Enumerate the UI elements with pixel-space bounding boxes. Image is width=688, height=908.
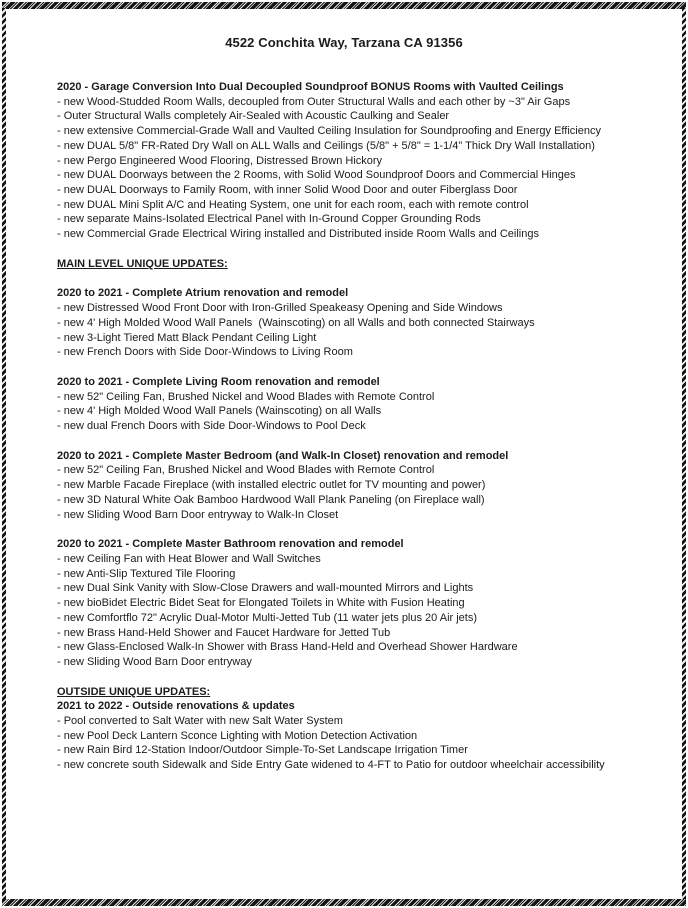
list-item: - new 4' High Molded Wood Wall Panels (Wainscoting) on all Walls and both connected Stairways — [57, 316, 535, 329]
property-address-title: 4522 Conchita Way, Tarzana CA 91356 — [225, 35, 463, 50]
list-item: - new Anti-Slip Textured Tile Flooring — [57, 567, 236, 580]
list-item: - new Wood-Studded Room Walls, decoupled from Outer Structural Walls and each other by ~3" Air Gaps — [57, 95, 571, 108]
list-item: - new separate Mains-Isolated Electrical Panel with In-Ground Copper Grounding Rods — [57, 213, 481, 226]
document-content — [0, 8, 688, 773]
section-block — [57, 699, 680, 773]
list-item: - new Sliding Wood Barn Door entryway to Walk-In Closet — [57, 508, 339, 521]
list-item: - new Ceiling Fan with Heat Blower and Wall Switches — [57, 552, 321, 565]
list-item: - new Brass Hand-Held Shower and Faucet Hardware for Jetted Tub — [57, 626, 391, 639]
list-item: - new extensive Commercial-Grade Wall and Vaulted Ceiling Insulation for Soundproofing and Energy Efficiency — [57, 125, 601, 138]
list-item: - new Comfortflo 72" Acrylic Dual-Motor Multi-Jetted Tub (11 water jets plus 20 Air jets) — [57, 611, 478, 624]
list-item: - new dual French Doors with Side Door-Windows to Pool Deck — [57, 420, 366, 433]
list-item: - new DUAL Mini Split A/C and Heating System, one unit for each room, each with remote control — [57, 198, 529, 211]
list-item: - new bioBidet Electric Bidet Seat for Elongated Toilets in White with Fusion Heating — [57, 597, 465, 610]
list-item: - new Sliding Wood Barn Door entryway — [57, 655, 252, 668]
section-block — [57, 375, 680, 434]
list-item: - new 3-Light Tiered Matt Black Pendant Ceiling Light — [57, 331, 317, 344]
section-block — [57, 537, 680, 669]
list-item: - Pool converted to Salt Water with new Salt Water System — [57, 715, 343, 728]
list-item: - new Distressed Wood Front Door with Iron-Grilled Speakeasy Opening and Side Windows — [57, 302, 503, 315]
list-item: - new Glass-Enclosed Walk-In Shower with Brass Hand-Held and Overhead Shower Hardware — [57, 641, 518, 654]
section-heading: 2020 to 2021 - Complete Living Room renovation and remodel — [57, 375, 380, 388]
section-heading: 2021 to 2022 - Outside renovations & updates — [57, 700, 295, 713]
list-item: - new Commercial Grade Electrical Wiring installed and Distributed inside Room Walls and Ceilings — [57, 228, 539, 241]
list-item: - new 4' High Molded Wood Wall Panels (Wainscoting) on all Walls — [57, 405, 382, 418]
list-item: - new French Doors with Side Door-Windows to Living Room — [57, 346, 353, 359]
list-item: - new Pergo Engineered Wood Flooring, Distressed Brown Hickory — [57, 154, 383, 167]
section-label: MAIN LEVEL UNIQUE UPDATES: — [57, 257, 228, 270]
list-item: - new DUAL 5/8" FR-Rated Dry Wall on ALL Walls and Ceilings (5/8" + 5/8" = 1-1/4" Thick Dry Wall Installation) — [57, 139, 595, 152]
list-item: - new concrete south Sidewalk and Side Entry Gate widened to 4-FT to Patio for outdoor wheelchair accessibility — [57, 759, 605, 772]
section-heading: 2020 to 2021 - Complete Master Bathroom renovation and remodel — [57, 538, 404, 551]
list-item: - new Rain Bird 12-Station Indoor/Outdoor Simple-To-Set Landscape Irrigation Timer — [57, 744, 468, 757]
list-item: - new 3D Natural White Oak Bamboo Hardwood Wall Plank Paneling (on Fireplace wall) — [57, 493, 485, 506]
list-item: - new 52" Ceiling Fan, Brushed Nickel and Wood Blades with Remote Control — [57, 464, 435, 477]
list-item: - new Pool Deck Lantern Sconce Lighting with Motion Detection Activation — [57, 729, 418, 742]
section-block — [57, 286, 680, 360]
section-heading: 2020 to 2021 - Complete Master Bedroom (and Walk-In Closet) renovation and remodel — [57, 449, 509, 462]
page-border-bottom — [2, 899, 686, 906]
section-label: OUTSIDE UNIQUE UPDATES: — [57, 685, 211, 698]
section-heading: 2020 - Garage Conversion Into Dual Decoupled Soundproof BONUS Rooms with Vaulted Ceilings — [57, 81, 564, 93]
section-block — [57, 80, 680, 242]
list-item: - new DUAL Doorways between the 2 Rooms, with Solid Wood Soundproof Doors and Commercial Hinges — [57, 169, 576, 182]
list-item: - Outer Structural Walls completely Air-Sealed with Acoustic Caulking and Sealer — [57, 110, 450, 123]
section-label-block — [57, 257, 680, 272]
section-block — [57, 449, 680, 523]
list-item: - new Dual Sink Vanity with Slow-Close Drawers and wall-mounted Mirrors and Lights — [57, 582, 474, 595]
list-item: - new 52" Ceiling Fan, Brushed Nickel and Wood Blades with Remote Control — [57, 390, 435, 403]
list-item: - new Marble Facade Fireplace (with installed electric outlet for TV mounting and power) — [57, 479, 486, 492]
section-heading: 2020 to 2021 - Complete Atrium renovation and remodel — [57, 287, 349, 300]
document-blocks — [0, 80, 688, 773]
section-label-block — [57, 685, 680, 700]
list-item: - new DUAL Doorways to Family Room, with inner Solid Wood Door and outer Fiberglass Door — [57, 183, 518, 196]
